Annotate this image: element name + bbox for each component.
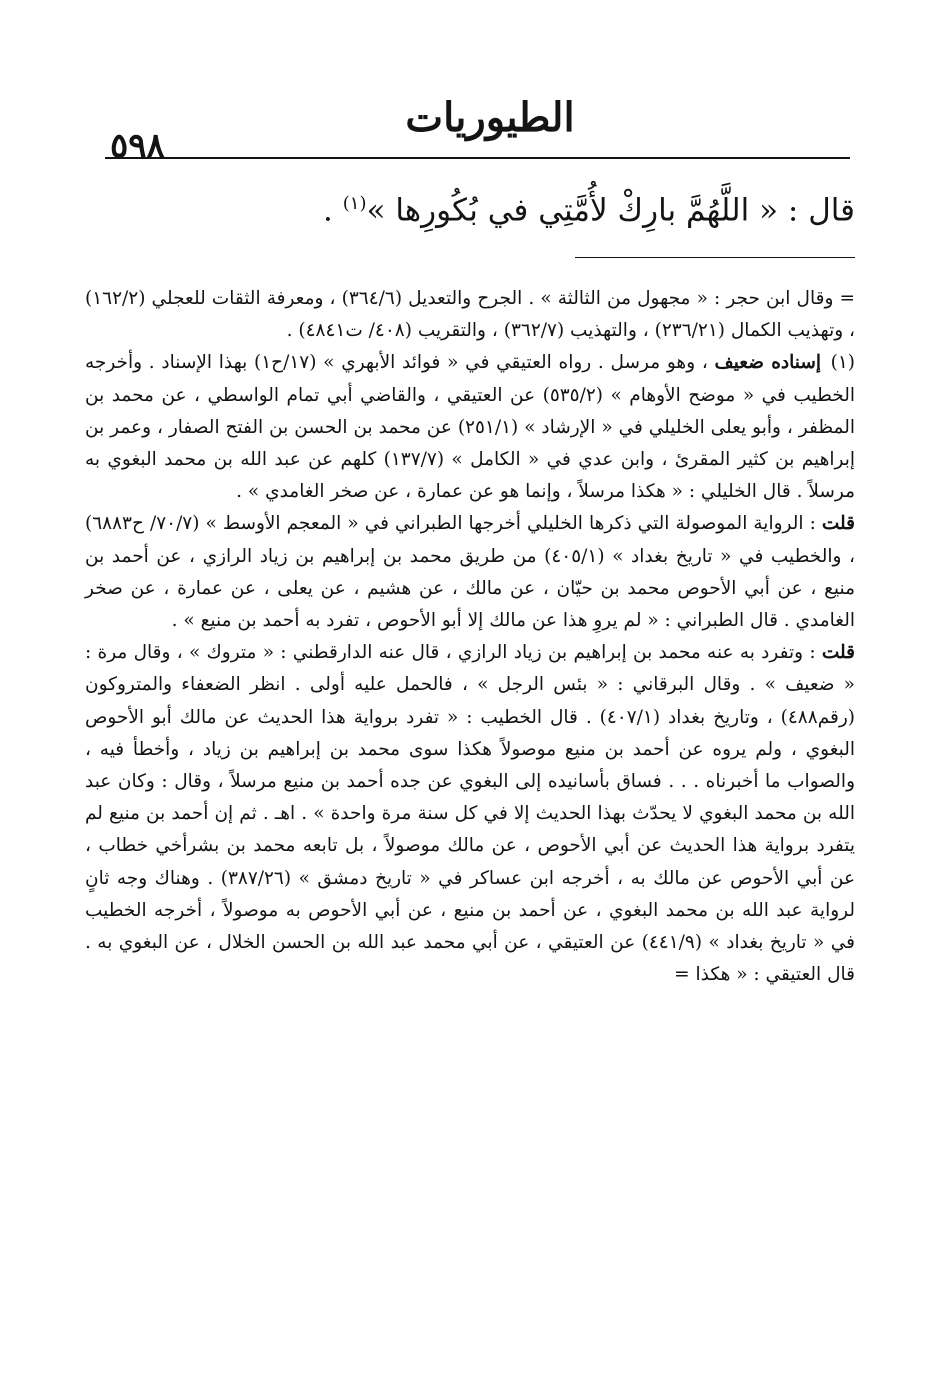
footnote-number: (١) (830, 352, 855, 374)
running-title: الطيوريات (405, 94, 575, 141)
qultu-label: قلت (821, 642, 855, 664)
page-header (110, 88, 860, 166)
footnote-paragraph-2 (85, 508, 855, 637)
footnote-paragraph-3 (85, 637, 855, 991)
footnote-separator (575, 257, 855, 258)
header-rule (105, 157, 850, 159)
paragraph-3-text: : وتفرد به عنه محمد بن إبراهيم بن زياد الرازي ، قال عنه الدارقطني : « متروك » ، وقال مرة : « ضعيف » . وقال البرقاني : « بئس الرجل » ، فالحمل عليه أولى . انظر الضعفاء والمتروكون (رقم٤٨٨) ، وتاريخ بغداد (٤٠٧/١) . قال الخطيب : « تفرد برواية هذا الحديث عن مالك أبو الأحوص البغوي ، ولم يروه عن أحمد بن منيع موصولاً هكذا سوى محمد بن إبراهيم بن زياد ، وأخطأ فيه ، والصواب ما أخبرناه . . . فساق بأسانيده إلى البغوي عن جده أحمد بن منيع مرسلاً ، وقال : وكان عبد الله بن محمد البغوي لا يحدّث بهذا الحديث إلا في كل سنة مرة واحدة » . اهـ . ثم إن أحمد بن منيع لم يتفرد برواية هذا الحديث عن أبي الأحوص ، عن مالك موصولاً ، بل تابعه محمد بن بشرأخي خطاب ، عن أبي الأحوص عن مالك به ، أخرجه ابن عساكر في « تاريخ دمشق » (٣٨٧/٢٦) . وهناك وجه ثانٍ لرواية عبد الله بن محمد البغوي ، عن أحمد بن منيع ، عن أبي الأحوص به موصولاً ، أخرجه الخطيب في « تاريخ بغداد » (٤٤١/٩) عن العتيقي ، عن أبي محمد عبد الله بن الحسن الخلال ، عن البغوي به . قال العتيقي : « هكذا = (85, 642, 855, 986)
hadith-text (110, 182, 855, 232)
footnote-1 (85, 347, 855, 508)
page-number: ٥٩٨ (110, 126, 165, 166)
footnote-ref: (١) (342, 193, 367, 214)
qultu-label: قلت (821, 513, 855, 535)
footnotes (85, 283, 855, 991)
footnote-1-text: ، وهو مرسل . رواه العتيقي في « فوائد الأبهري » (١٧/ح١) بهذا الإسناد . وأخرجه الخطيب في « موضح الأوهام » (٥٣٥/٢) عن العتيقي ، والقاضي أبي تمام الواسطي ، عن محمد بن المظفر ، وأبو يعلى الخليلي في « الإرشاد » (٢٥١/١) عن محمد بن الحسن بن الفتح الصفار ، وعمر بن إبراهيم بن كثير المقرئ ، وابن عدي في « الكامل » (١٣٧/٧) كلهم عن عبد الله بن محمد البغوي به مرسلاً . قال الخليلي : « هكذا مرسلاً ، وإنما هو عن عمارة ، عن صخر الغامدي » . (85, 352, 856, 503)
hadith-body: قال : « اللَّهُمَّ بارِكْ لأُمَّتِي في بُكُورِها » (366, 192, 855, 229)
footnote-grade: إسناده ضعيف (714, 352, 821, 374)
footnote-continuation: = وقال ابن حجر : « مجهول من الثالثة » . الجرح والتعديل (٣٦٤/٦) ، ومعرفة الثقات للعجلي (١٦٢/٢) ، وتهذيب الكمال (٢٣٦/٢١) ، والتهذيب (٣٦٢/٧) ، والتقريب (٤٠٨/ ت٤٨٤١) . (85, 288, 855, 342)
hadith-end: . (323, 192, 343, 229)
paragraph-2-text: : الرواية الموصولة التي ذكرها الخليلي أخرجها الطبراني في « المعجم الأوسط » (٧٠/٧/ ح٦٨٨٣) ، والخطيب في « تاريخ بغداد » (٤٠٥/١) من طريق محمد بن إبراهيم بن زياد الرازي ، عن أحمد بن منيع ، عن أبي الأحوص محمد بن حيّان ، عن مالك ، عن هشيم ، عن يعلى ، عن عمارة ، عن صخر الغامدي . قال الطبراني : « لم يروِ هذا عن مالك إلا أبو الأحوص ، تفرد به أحمد بن منيع » . (85, 513, 855, 632)
